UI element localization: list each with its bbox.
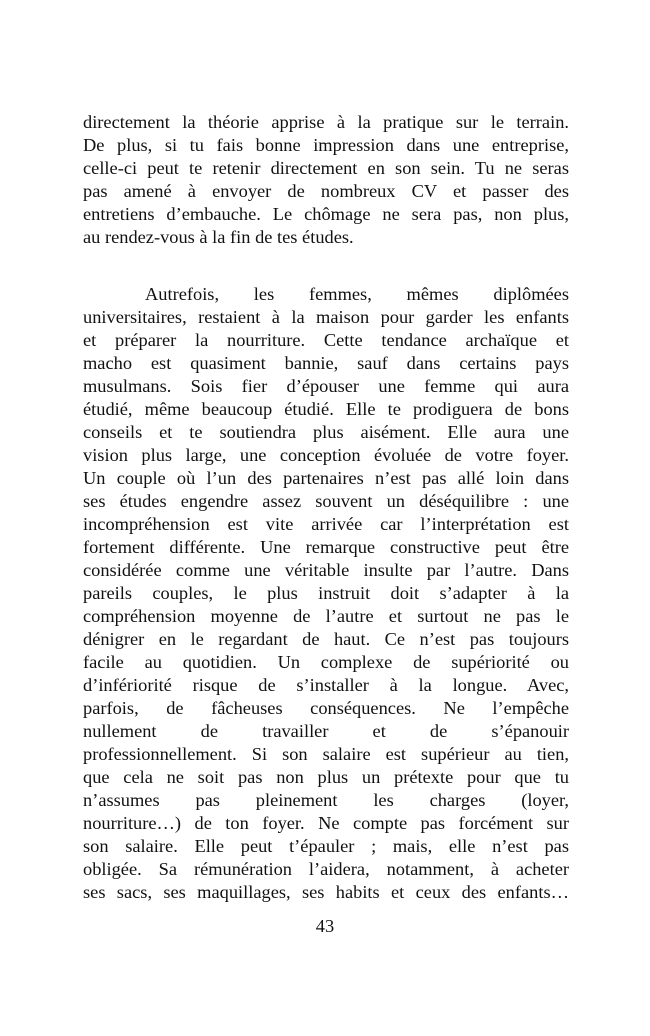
- text-line: étudié, même beaucoup étudié. Elle te prodiguera de bons: [83, 399, 569, 419]
- text-line: considérée comme une véritable insulte par l’autre. Dans: [83, 560, 569, 580]
- text-line: n’assumes pas pleinement les charges (loyer,: [83, 790, 569, 810]
- text-line: vision plus large, une conception évoluée de votre foyer.: [83, 445, 569, 465]
- text-line: et préparer la nourriture. Cette tendance archaïque et: [83, 330, 569, 350]
- paragraph: [83, 283, 569, 904]
- text-line: macho est quasiment bannie, sauf dans certains pays: [83, 353, 569, 373]
- text-line: directement la théorie apprise à la pratique sur le terrain.: [83, 112, 569, 132]
- text-line: d’infériorité risque de s’installer à la longue. Avec,: [83, 675, 569, 695]
- page-body: [83, 111, 569, 904]
- text-line: au rendez-vous à la fin de tes études.: [83, 227, 354, 247]
- text-line: ses sacs, ses maquillages, ses habits et ceux des enfants…: [83, 882, 569, 902]
- text-line: fortement différente. Une remarque constructive peut être: [83, 537, 569, 557]
- text-line: De plus, si tu fais bonne impression dans une entreprise,: [83, 135, 569, 155]
- text-line: dénigrer en le regardant de haut. Ce n’est pas toujours: [83, 629, 569, 649]
- paragraph: [83, 111, 569, 249]
- text-line: incompréhension est vite arrivée car l’interprétation est: [83, 514, 569, 534]
- text-line: Autrefois, les femmes, mêmes diplômées: [145, 284, 569, 304]
- text-line: musulmans. Sois fier d’épouser une femme qui aura: [83, 376, 569, 396]
- text-line: parfois, de fâcheuses conséquences. Ne l’empêche: [83, 698, 569, 718]
- text-line: facile au quotidien. Un complexe de supériorité ou: [83, 652, 569, 672]
- text-line: ses études engendre assez souvent un déséquilibre : une: [83, 491, 569, 511]
- text-line: pas amené à envoyer de nombreux CV et passer des: [83, 181, 569, 201]
- text-line: son salaire. Elle peut t’épauler ; mais, elle n’est pas: [83, 836, 569, 856]
- text-line: nullement de travailler et de s’épanouir: [83, 721, 569, 741]
- text-line: Un couple où l’un des partenaires n’est pas allé loin dans: [83, 468, 569, 488]
- text-line: que cela ne soit pas non plus un prétexte pour que tu: [83, 767, 569, 787]
- text-line: compréhension moyenne de l’autre et surtout ne pas le: [83, 606, 569, 626]
- text-line: pareils couples, le plus instruit doit s’adapter à la: [83, 583, 569, 603]
- text-line: professionnellement. Si son salaire est supérieur au tien,: [83, 744, 569, 764]
- text-line: entretiens d’embauche. Le chômage ne sera pas, non plus,: [83, 204, 569, 224]
- text-line: obligée. Sa rémunération l’aidera, notamment, à acheter: [83, 859, 569, 879]
- text-line: universitaires, restaient à la maison pour garder les enfants: [83, 307, 569, 327]
- text-line: nourriture…) de ton foyer. Ne compte pas forcément sur: [83, 813, 569, 833]
- page-number: 43: [315, 916, 335, 936]
- text-line: conseils et te soutiendra plus aisément. Elle aura une: [83, 422, 569, 442]
- text-line: celle-ci peut te retenir directement en son sein. Tu ne seras: [83, 158, 569, 178]
